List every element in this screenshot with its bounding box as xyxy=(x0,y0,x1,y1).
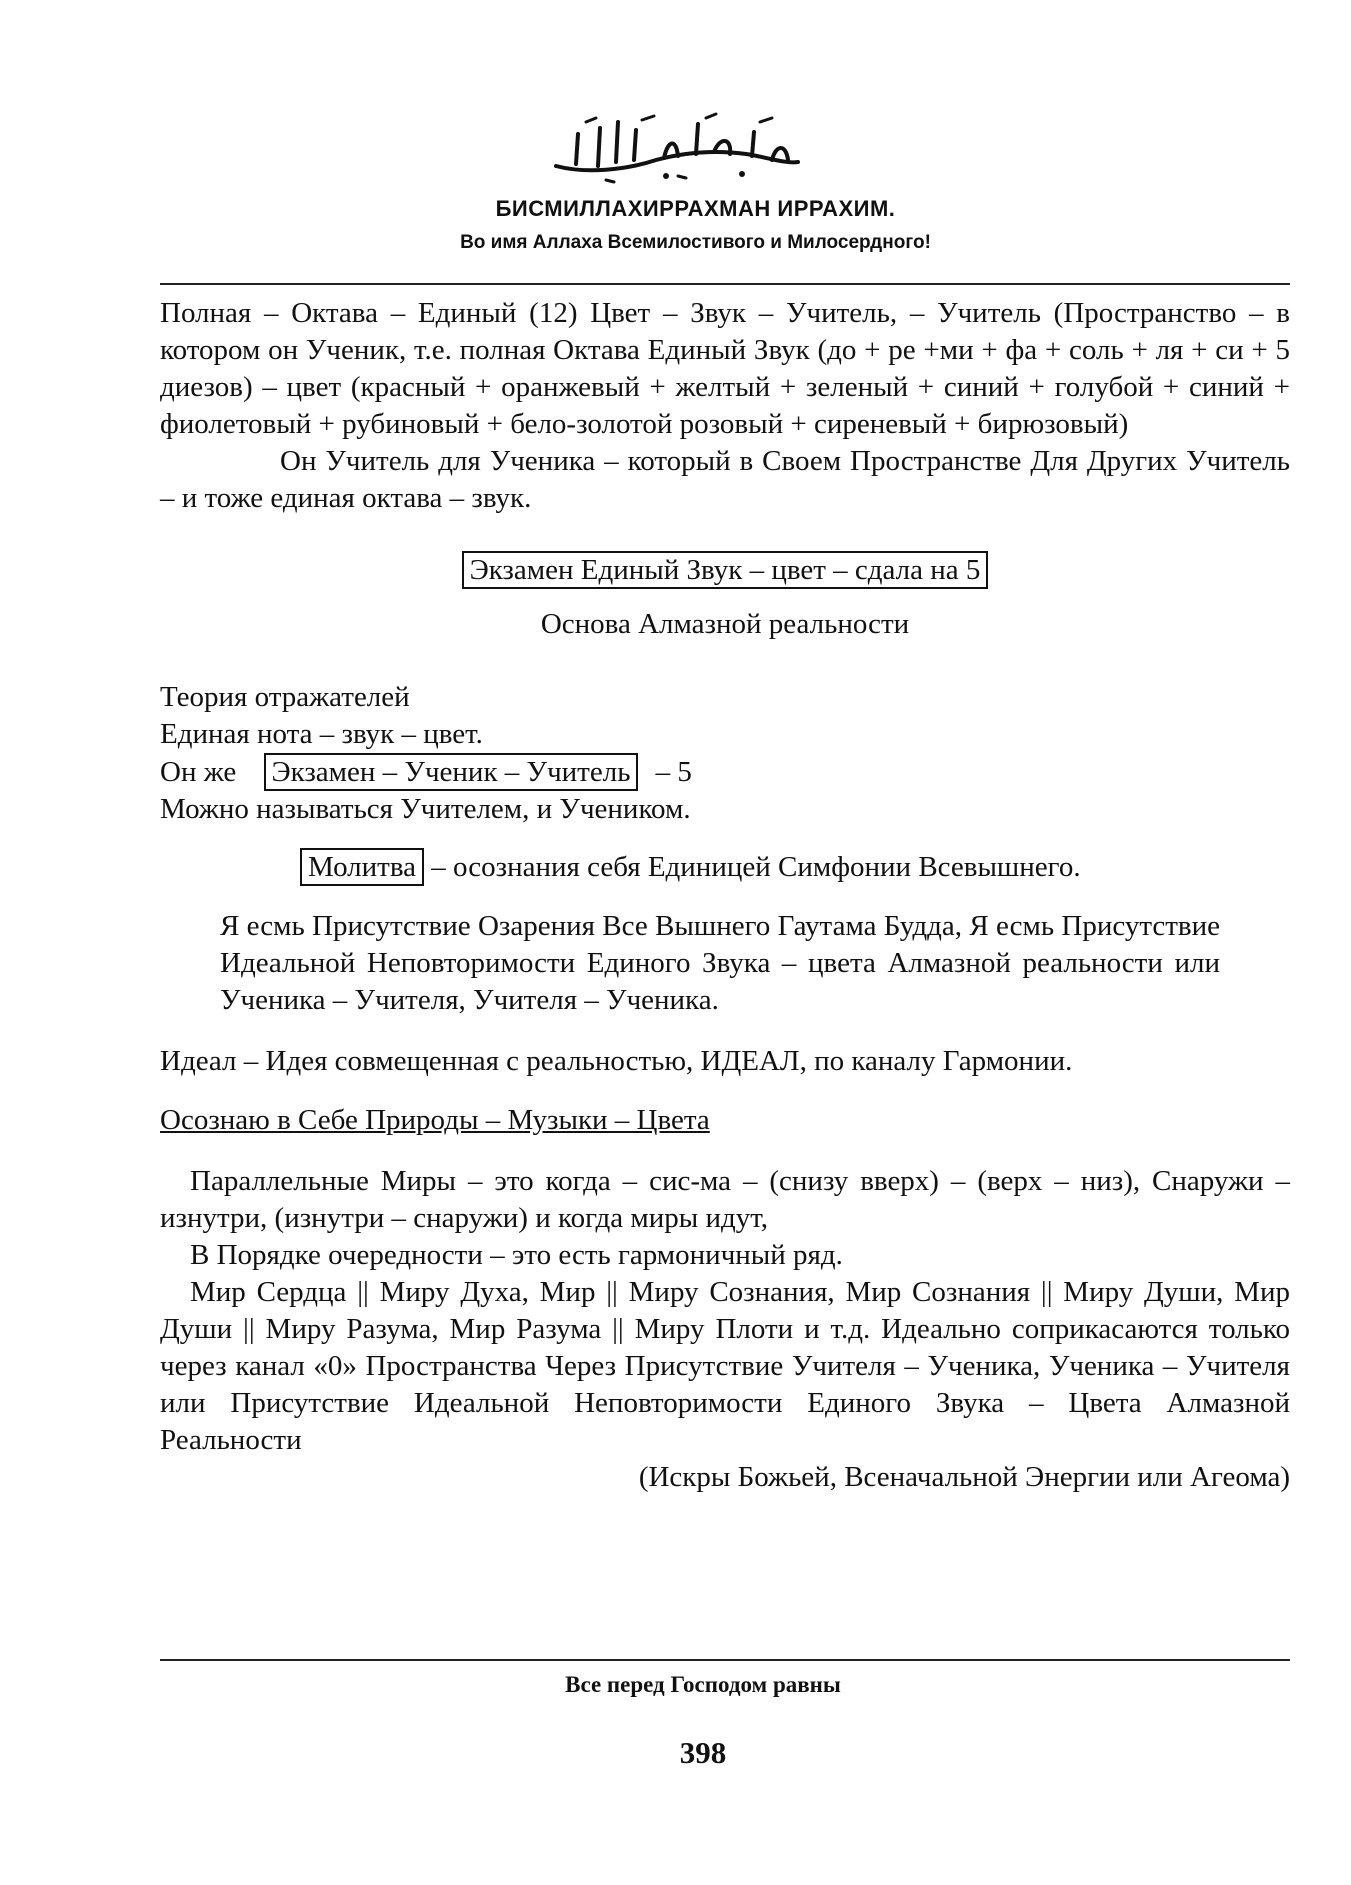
page-number: 398 xyxy=(679,1735,727,1770)
prayer-rest: – осознания себя Единицей Симфонии Всевышнего. xyxy=(431,851,1081,883)
page-body xyxy=(160,295,1290,1496)
footer-title: Все перед Господом равны xyxy=(565,1672,841,1697)
header-divider xyxy=(160,283,1290,285)
note-line: Единая нота – звук – цвет. xyxy=(160,718,483,750)
footer-divider xyxy=(160,1659,1290,1661)
he-line xyxy=(160,753,1290,791)
header-subtitle: Во имя Аллаха Всемилостивого и Милосердного! xyxy=(460,232,931,253)
prayer-box: Молитва xyxy=(300,848,424,886)
parallel-paragraph-1: Параллельные Миры – это когда – сис-ма – (снизу вверх) – (верх – низ), Снаружи – изнутри, (изнутри – снаружи) и когда миры идут, xyxy=(160,1165,1290,1234)
exam-line xyxy=(160,551,1290,589)
he-prefix: Он же xyxy=(160,756,237,788)
parallel-paragraph-4: (Искры Божьей, Всеначальной Энергии или Агеома) xyxy=(638,1461,1290,1493)
can-be-line: Можно называться Учителем, и Учеником. xyxy=(160,793,691,825)
exam-box: Экзамен Единый Звук – цвет – сдала на 5 xyxy=(462,551,989,589)
prayer-line xyxy=(160,848,1290,886)
parallel-paragraph-3: Мир Сердца || Миру Духа, Мир || Миру Сознания, Мир Сознания || Миру Души, Мир Души || Миру Разума, Мир Разума || Миру Плоти и т.д. Идеально соприкасаются только через канал «0» Пространства Через Присутствие Учителя – Ученика, Ученика – Учителя или Присутствие Идеальной Неповторимости Единого Звука – Цвета Алмазной Реальности xyxy=(160,1276,1290,1456)
basis-line: Основа Алмазной реальности xyxy=(540,608,910,640)
header-title: БИСМИЛЛАХИРРАХМАН ИРРАХИМ. xyxy=(495,196,896,221)
he-box: Экзамен – Ученик – Учитель xyxy=(264,753,639,791)
paragraph-teacher: Он Учитель для Ученика – который в Своем Пространстве Для Других Учитель – и тоже единая октава – звук. xyxy=(160,445,1290,514)
parallel-paragraph-2: В Порядке очередности – это есть гармоничный ряд. xyxy=(190,1239,843,1271)
page-header xyxy=(0,110,1351,254)
he-suffix: – 5 xyxy=(655,756,692,788)
paragraph-octave: Полная – Октава – Единый (12) Цвет – Звук – Учитель, – Учитель (Пространство – в котором он Ученик, т.е. полная Октава Единый Звук (до + ре +ми + фа + соль + ля + си + 5 диезов) – цвет (красный + оранжевый + желтый + зеленый + синий + голубой + синий + фиолетовый + рубиновый + бело-золотой розовый + сиреневый + бирюзовый) xyxy=(160,297,1290,440)
underlined-heading: Осознаю в Себе Природы – Музыки – Цвета xyxy=(160,1104,710,1136)
theory-line: Теория отражателей xyxy=(160,681,410,713)
presence-paragraph: Я есмь Присутствие Озарения Все Вышнего Гаутама Будда, Я есмь Присутствие Идеальной Неповторимости Единого Звука – цвета Алмазной реальности или Ученика – Учителя, Учителя – Ученика. xyxy=(220,910,1220,1016)
basmala-calligraphy xyxy=(546,110,806,188)
ideal-line: Идеал – Идея совмещенная с реальностью, ИДЕАЛ, по каналу Гармонии. xyxy=(160,1045,1073,1077)
